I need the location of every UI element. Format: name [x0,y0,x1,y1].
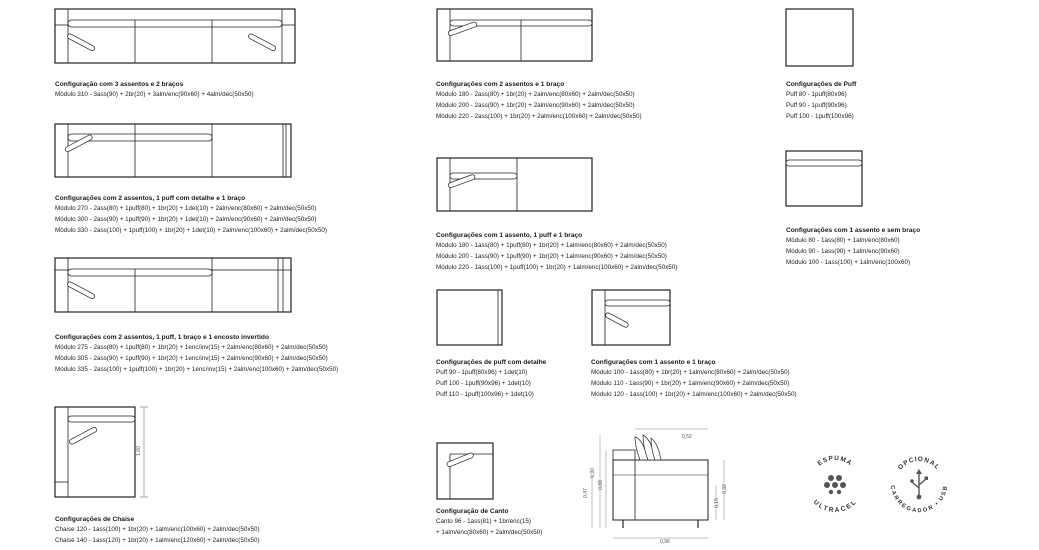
spec-line: Módulo 220 - 2ass(100) + 1br(20) + 2alm/enc(100x60) + 2alm/dec(50x50) [436,113,642,120]
spec-line: Módulo 335 - 2ass(100) + 1puff(100) + 1br(20) + 1enc/inv(15) + 2alm/enc(100x60) + 2alm/dec(50x50) [55,366,339,373]
spec-line: Módulo 100 - 1ass(100) + 1alm/enc(100x60) [786,259,911,266]
section-title: Configuração com 3 assentos e 2 braços [55,81,184,88]
section-title: Configuração de Canto [436,508,509,515]
sofa-1-seat-1-arm-drawing [591,289,673,351]
spec-line: Módulo 180 - 2ass(80) + 1br(20) + 2alm/enc(80x60) + 2alm/dec(50x50) [436,91,635,98]
usb-icon [912,472,926,496]
spec-line: Módulo 120 - 1ass(100) + 1br(20) + 1alm/enc(100x60) + 2alm/dec(50x50) [591,391,797,398]
sofa-2-seats-1-arm-drawing [436,8,596,66]
sofa-1-seat-puff-arm-drawing [436,157,596,215]
spec-line: Puff 100 - 1puff(100x96) [786,113,854,120]
spec-line: Canto 96 - 1ass(81) + 1br/enc(15) [436,518,532,525]
spec-line: Puff 90 - 1puff(90x96) [786,102,847,109]
spec-line: Módulo 200 - 1ass(90) + 1puff(90) + 1br(20) + 1alm/enc(90x60) + 2alm/dec(50x50) [436,253,667,260]
section-1-seat-no-arm [786,226,920,268]
section-puff [786,80,856,122]
puff-with-detail-drawing [436,289,508,351]
spec-line: Módulo 275 - 2ass(80) + 1puff(80) + 1br(20) + 1enc/inv(15) + 2alm/enc(80x60) + 2alm/dec(50x50) [55,344,328,351]
badge-usb-top: OPCIONAL [896,455,942,472]
foam-ultracel-badge [804,452,866,514]
section-2-seats-puff-detail [55,194,327,236]
spec-line: Puff 110 - 1puff(100x96) + 1det(10) [436,391,534,398]
spec-line: Módulo 180 - 1ass(80) + 1puff(80) + 1br(20) + 1alm/enc(80x60) + 2alm/dec(50x50) [436,242,667,249]
spec-line: Módulo 305 - 2ass(90) + 1puff(90) + 1br(20) + 1enc/inv(15) + 2alm/enc(90x60) + 2alm/dec(50x50) [55,355,328,362]
usb-charger-badge [887,452,951,516]
section-title: Configurações de Chaise [55,516,135,523]
section-2-seats-1-arm [436,80,642,122]
spec-line: Módulo 310 - 3ass(90) + 2br(20) + 3alm/enc(90x60) + 4alm/dec(50x50) [55,91,254,98]
badge-foam-bottom: ULTRACEL [811,498,859,515]
section-title: Configurações com 1 assento, 1 puff e 1 braço [436,232,583,239]
section-title: Configurações com 1 assento e sem braço [786,227,921,234]
spec-line: Módulo 300 - 2ass(90) + 1puff(90) + 1br(20) + 1det(10) + 2alm/enc(90x60) + 2alm/dec(50x50) [55,216,317,223]
dim-height-back: 0,88 [597,480,604,490]
puff-drawing [785,8,857,70]
spec-line: Chaise 120 - 1ass(100) + 1br(20) + 1alm/enc(100x60) + 2alm/dec(50x50) [55,526,260,533]
sofa-2-seats-inverted-back-drawing [54,257,299,317]
spec-line: Módulo 110 - 1ass(90) + 1br(20) + 1alm/enc(90x60) + 2alm/dec(50x50) [591,380,790,387]
chaise-depth-label: 1,60 [135,446,142,456]
dim-base-width: 0,96 [660,539,670,545]
section-title: Configurações de Puff [786,81,857,88]
dim-seat-height: 0,47 [582,488,589,498]
spec-line: Puff 80 - 1puff(80x96) [786,91,847,98]
section-title: Configurações de puff com detalhe [436,359,547,366]
section-title: Configurações com 2 assentos, 1 puff com detalhe e 1 braço [55,195,246,202]
dim-arm-b: 0,32 [721,484,728,494]
section-chaise [55,515,260,546]
section-title: Configurações com 1 assento e 1 braço [591,359,716,366]
spec-line: Puff 100 - 1puff(90x96) + 1det(10) [436,380,531,387]
section-title: Configurações com 2 assentos, 1 puff, 1 braço e 1 encosto invertido [55,334,269,341]
section-1-seat-puff-arm [436,231,677,273]
badge-usb-bottom: CARREGADOR • USB [888,484,950,515]
svg-text:ESPUMA [817,455,854,468]
spec-line: Puff 90 - 1puff(80x96) + 1det(10) [436,369,528,376]
spec-line: Módulo 80 - 1ass(80) + 1alm/enc(80x60) [786,237,900,244]
section-2-seats-inverted-back [55,333,338,375]
spec-line: Módulo 200 - 2ass(90) + 1br(20) + 2alm/enc(90x60) + 2alm/dec(50x50) [436,102,635,109]
section-puff-with-detail [436,358,546,400]
section-1-seat-1-arm [591,358,797,400]
section-title: Configurações com 2 assentos e 1 braço [436,81,565,88]
spec-line: Chaise 140 - 1ass(120) + 1br(20) + 1alm/enc(120x60) + 2alm/dec(50x50) [55,537,260,544]
svg-text:ULTRACEL [812,499,858,514]
foam-bubbles-icon [824,475,846,494]
corner-module-drawing [436,442,498,504]
spec-line: Módulo 220 - 1ass(100) + 1puff(100) + 1br(20) + 1alm/enc(100x60) + 2alm/dec(50x50) [436,264,678,271]
spec-line: Módulo 90 - 1ass(90) + 1alm/enc(90x60) [786,248,900,255]
dim-height-total: 0,90 [589,468,596,478]
chaise-drawing [54,406,159,502]
spec-line: + 1alm/enc(80x60) + 2alm/dec(50x50) [436,529,543,536]
badge-foam-top: ESPUMA [816,454,854,468]
spec-line: Módulo 100 - 1ass(80) + 1br(20) + 1alm/enc(80x60) + 2alm/dec(50x50) [591,369,790,376]
section-corner [436,507,542,538]
dim-arm-a: 0,15 [713,498,720,508]
sofa-2-seats-puff-detail-drawing [54,123,299,181]
sofa-1-seat-no-arm-drawing [785,150,867,212]
section-3-seats-2-arms [55,80,254,100]
dim-top-width: 0,52 [682,434,692,440]
spec-line: Módulo 330 - 2ass(100) + 1puff(100) + 1br(20) + 1det(10) + 2alm/enc(100x60) + 2alm/dec(50x50) [55,227,328,234]
sofa-3-seats-2-arms-drawing [54,8,299,66]
spec-line: Módulo 270 - 2ass(80) + 1puff(80) + 1br(20) + 1det(10) + 2alm/enc(80x60) + 2alm/dec(50x50) [55,205,317,212]
